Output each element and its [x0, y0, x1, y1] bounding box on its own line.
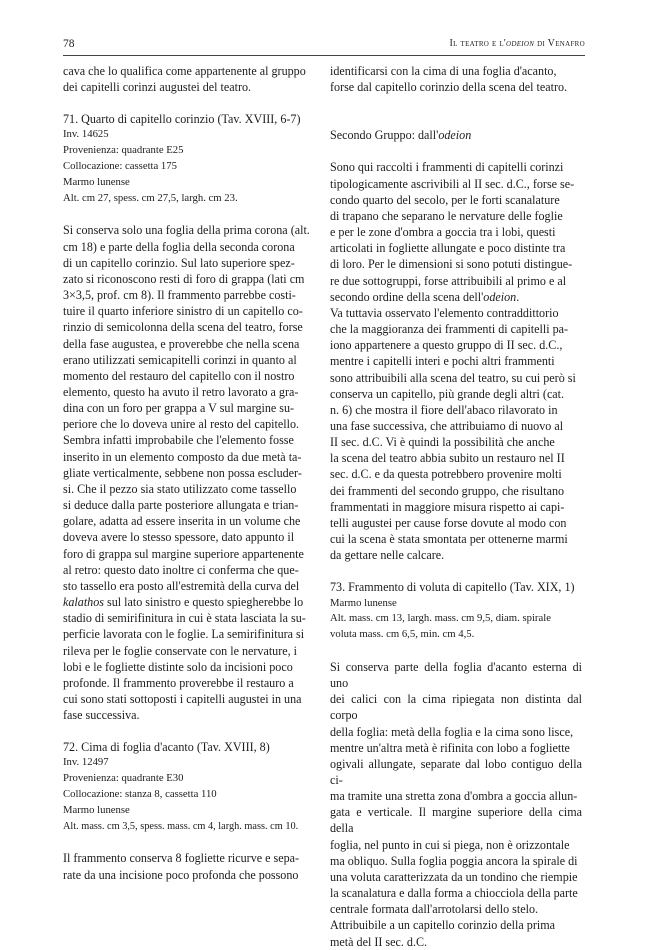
- text-line: si deduce dalla parte posteriore allungata e trian-: [63, 498, 299, 513]
- text-line: dei capitelli corinzi augustei del teatro.: [63, 80, 252, 95]
- text-line: Si conserva parte della foglia d'acanto esterna di uno: [330, 659, 582, 691]
- section-title-italic: odeion: [438, 128, 472, 143]
- text-line: di un capitello corinzio. Sul lato superiore spez-: [63, 255, 295, 270]
- meta-line: Marmo lunense: [63, 175, 130, 188]
- entry-71-body: [63, 222, 315, 723]
- meta-line: Alt. cm 27, spess. cm 27,5, largh. cm 23.: [63, 191, 238, 204]
- section-paragraph-1: [330, 159, 582, 304]
- text-line: tipologicamente ascrivibili al II sec. d.C., forse se-: [330, 176, 575, 191]
- text-line: mentre un'altra metà è rifinita con lobo a fogliette: [330, 740, 570, 755]
- section-title: Secondo Gruppo: dall'odeion: [330, 128, 472, 143]
- meta-line: Collocazione: stanza 8, cassetta 110: [63, 788, 217, 801]
- text-line: dei frammenti del secondo gruppo, che risultano: [330, 483, 565, 498]
- text-line: forse dal capitello corinzio della scena del teatro.: [330, 80, 568, 95]
- left-column: [63, 63, 315, 883]
- text-line: dina con un foro per grappa a V sul margine su-: [63, 401, 295, 416]
- text-line: elemento, questo ha avuto il retro lavorato a gra-: [63, 385, 299, 400]
- meta-line: Alt. mass. cm 13, largh. mass. cm 9,5, diam. spirale: [330, 612, 551, 625]
- entry-heading: 71. Quarto di capitello corinzio (Tav. XVIII, 6-7): [63, 112, 301, 127]
- meta-line: Collocazione: cassetta 175: [63, 160, 177, 173]
- text-line: Sono qui raccolti i frammenti di capitelli corinzi: [330, 160, 564, 175]
- text-line: articolati in fogliette allungate e poco distinte tra: [330, 241, 566, 256]
- meta-line: Marmo lunense: [330, 596, 397, 609]
- entry-73: [330, 579, 582, 949]
- text-line: inserito in un elemento composto da due metà ta-: [63, 449, 302, 464]
- text-line: momento del restauro del capitello con il nostro: [63, 368, 295, 383]
- text-line: sec. d.C. e da questa potrebbero provenire molti: [330, 467, 562, 482]
- text-line: gliate verticalmente, sebbene non possa escluder-: [63, 465, 302, 480]
- right-column: [330, 63, 582, 950]
- text-line: condo quarto del secolo, per le forti scanalature: [330, 192, 560, 207]
- text-line: profonde. Il frammento proverebbe il restauro a: [63, 675, 294, 690]
- text-line: ogivali allungate, separate dal lobo contiguo della ci-: [330, 756, 582, 788]
- text-line: si. Che il pezzo sia stato utilizzato come tassello: [63, 481, 297, 496]
- text-line: fase successiva.: [63, 708, 140, 723]
- text-line: Va tuttavia osservato l'elemento contraddittorio: [330, 305, 559, 320]
- text-line: secondo ordine della scena dell'odeion.: [330, 289, 520, 304]
- text-line: Attribuibile a un capitello corinzio della prima: [330, 918, 556, 933]
- text-line: periore che lo doveva unire al resto del capitello.: [63, 417, 300, 432]
- text-line: Si conserva solo una foglia della prima corona (alt.: [63, 223, 310, 238]
- text-line: centrale formata dall'arrotolarsi dello stelo.: [330, 902, 539, 917]
- text-line: una voluta caratterizzata da un tondino che riempie: [330, 869, 578, 884]
- entry-heading: 73. Frammento di voluta di capitello (Tav. XIX, 1): [330, 580, 575, 595]
- text-line: ma obliquo. Sulla foglia poggia ancora la spirale di: [330, 853, 578, 868]
- text-line: cava che lo qualifica come appartenente al gruppo: [63, 64, 306, 78]
- text-line: di trapano che separano le nervature delle foglie: [330, 208, 563, 223]
- text-line: cui la scena è stata smontata per ottenerne marmi: [330, 532, 568, 547]
- text-line: erano utilizzati semicapitelli corinzi in quanto al: [63, 352, 297, 367]
- meta-line: Provenienza: quadrante E30: [63, 772, 184, 785]
- entry-73-body: [330, 659, 582, 950]
- text-line: metà del II sec. d.C.: [330, 934, 428, 949]
- text-line: la scanalatura e dalla forma a chiocciola della parte: [330, 886, 578, 901]
- text-line: iono appartenere a questo gruppo di II sec. d.C.,: [330, 338, 563, 353]
- text-line: identificarsi con la cima di una foglia d'acanto,: [330, 64, 557, 78]
- text-line: la scena del teatro abbia subito un restauro nel II: [330, 451, 565, 466]
- section-paragraph-2: [330, 305, 582, 564]
- text-line: II sec. d.C. Vi è quindi la possibilità che anche: [330, 435, 555, 450]
- meta-line: Inv. 12497: [63, 756, 109, 769]
- running-title-italic: odeion: [506, 38, 535, 49]
- text-line: al retro: questo dato inoltre ci conferma che que-: [63, 562, 299, 577]
- text-line: foglia, nel punto in cui si piega, non è orizzontale: [330, 837, 570, 852]
- text-line: una fase successiva, che attribuiamo di nuovo al: [330, 418, 564, 433]
- text-line: rinzio di semicolonna della scena del teatro, forse: [63, 320, 303, 335]
- text-line: perficie lavorata con le foglie. La semirifinitura si: [63, 627, 305, 642]
- page-number: 78: [63, 38, 75, 50]
- meta-line: Provenienza: quadrante E25: [63, 144, 184, 157]
- text-line: zato si riconoscono resti di foro di grappa (lati cm: [63, 271, 305, 286]
- text-line: Il frammento conserva 8 fogliette ricurve e sepa-: [63, 851, 300, 866]
- text-line: che la maggioranza dei frammenti di capitelli pa-: [330, 322, 569, 337]
- text-line: conserva un capitello, più grande degli altri (cat.: [330, 386, 565, 401]
- entry-heading: 72. Cima di foglia d'acanto (Tav. XVIII, 8): [63, 740, 270, 755]
- text-line: dei calici con la cima ripiegata non distinta dal corpo: [330, 692, 582, 723]
- page-header: [63, 38, 585, 52]
- text-line: lobi e le fogliette distinte solo da incisioni poco: [63, 659, 293, 674]
- kalathos-term: kalathos: [63, 595, 104, 610]
- text-line: kalathos sul lato sinistro e questo spiegherebbe lo: [63, 595, 304, 610]
- text-line: rileva per le foglie conservate con le nervature, i: [63, 643, 298, 658]
- header-rule: [63, 55, 585, 56]
- text-line: Sembra infatti improbabile che l'elemento fosse: [63, 433, 294, 448]
- running-title: Il teatro e l'odeion di Venafro: [449, 38, 585, 49]
- entry-71: [63, 111, 315, 723]
- meta-line: voluta mass. cm 6,5, min. cm 4,5.: [330, 628, 475, 641]
- text-line: telli augustei per cause forse dovute al modo con: [330, 515, 567, 530]
- text-line: cui sono stati sottoposti i capitelli augustei in una: [63, 691, 302, 706]
- text-line: rate da una incisione poco profonda che possono: [63, 867, 299, 882]
- text-line: mentre i capitelli interi e pochi altri frammenti: [330, 354, 555, 369]
- text-line: 3×3,5, prof. cm 8). Il frammento parrebbe costi-: [63, 288, 296, 303]
- text-line: della fase augustea, e proverebbe che nella scena: [63, 336, 300, 351]
- text-line: da gettare nelle calcare.: [330, 548, 445, 563]
- text-line: foro di grappa sul margine superiore appartenente: [63, 546, 304, 561]
- meta-line: Alt. mass. cm 3,5, spess. mass. cm 4, largh. mass. cm 10.: [63, 820, 299, 832]
- text-line: di loro. Per le dimensioni si sono potuti distingue-: [330, 257, 573, 272]
- left-intro: [63, 63, 315, 95]
- text-line: n. 6) che mostra il fiore dell'abaco rilavorato in: [330, 402, 558, 417]
- right-intro: [330, 63, 582, 95]
- text-line: sono attribuibili alla scena del teatro, su cui però si: [330, 370, 576, 385]
- text-line: sto tassello era posto all'estremità della curva del: [63, 578, 300, 593]
- text-line: frammentati in maggiore misura rispetto ai capi-: [330, 499, 565, 514]
- text-line: della foglia: metà della foglia e la cima sono lisce,: [330, 724, 574, 739]
- text-line: gata e verticale. Il margine superiore della cima della: [330, 805, 582, 836]
- text-line: re due sottogruppi, forse attribuibili al primo e al: [330, 273, 567, 288]
- text-line: doveva avere lo stesso spessore, dato appunto il: [63, 530, 295, 545]
- meta-line: Marmo lunense: [63, 803, 130, 816]
- text-line: e per le zone d'ombra a goccia tra i lobi, questi: [330, 225, 556, 240]
- text-line: ma tramite una stretta zona d'ombra a goccia allun-: [330, 789, 578, 804]
- meta-line: Inv. 14625: [63, 128, 109, 141]
- text-line: cm 18) e parte della foglia della seconda corona: [63, 239, 295, 254]
- entry-72: [63, 739, 315, 882]
- text-line: golare, adatta ad essere inserita in un volume che: [63, 514, 301, 529]
- text-line: stadio di semirifinitura in cui è stata lasciata la su-: [63, 611, 306, 626]
- text-line: tuire il quarto inferiore sinistro di un capitello co-: [63, 304, 303, 319]
